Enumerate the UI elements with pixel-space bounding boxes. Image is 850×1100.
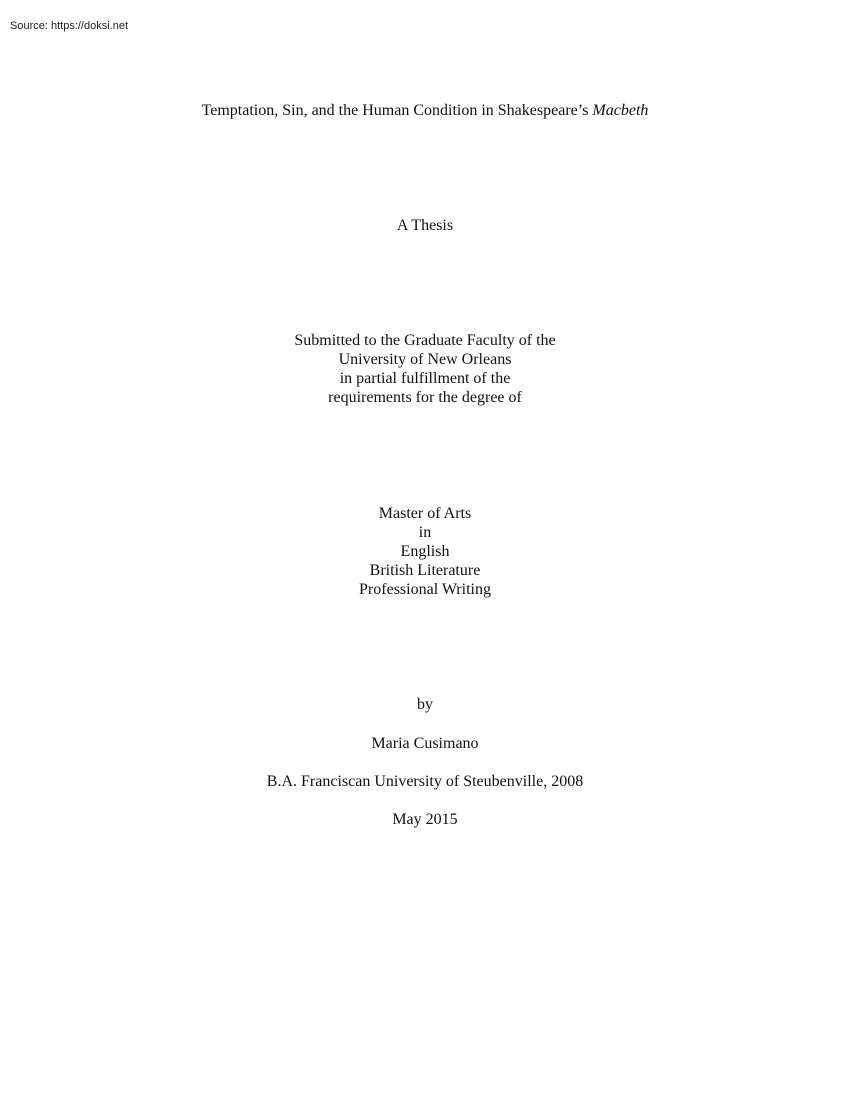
thesis-title-italic: Macbeth [592,102,649,119]
degree-line: Professional Writing [359,581,491,598]
degree-line: British Literature [369,562,481,579]
author-name: Maria Cusimano [371,735,479,752]
submission-line: University of New Orleans [338,351,512,368]
degree-line: Master of Arts [378,505,472,522]
thesis-title-main: Temptation, Sin, and the Human Condition in Shakespeare’s [201,102,593,119]
degree-line: in [418,524,432,541]
submission-line: in partial fulfillment of the [339,370,511,387]
thesis-title [0,101,850,120]
by-label: by [417,696,433,713]
degree-line: English [400,543,450,560]
submission-date: May 2015 [392,811,458,828]
submission-line: requirements for the degree of [328,389,522,406]
submission-line: Submitted to the Graduate Faculty of the [294,332,556,349]
document-type: A Thesis [396,217,454,234]
prior-degree: B.A. Franciscan University of Steubenville, 2008 [266,773,584,790]
source-watermark: Source: https://doksi.net [10,20,129,32]
